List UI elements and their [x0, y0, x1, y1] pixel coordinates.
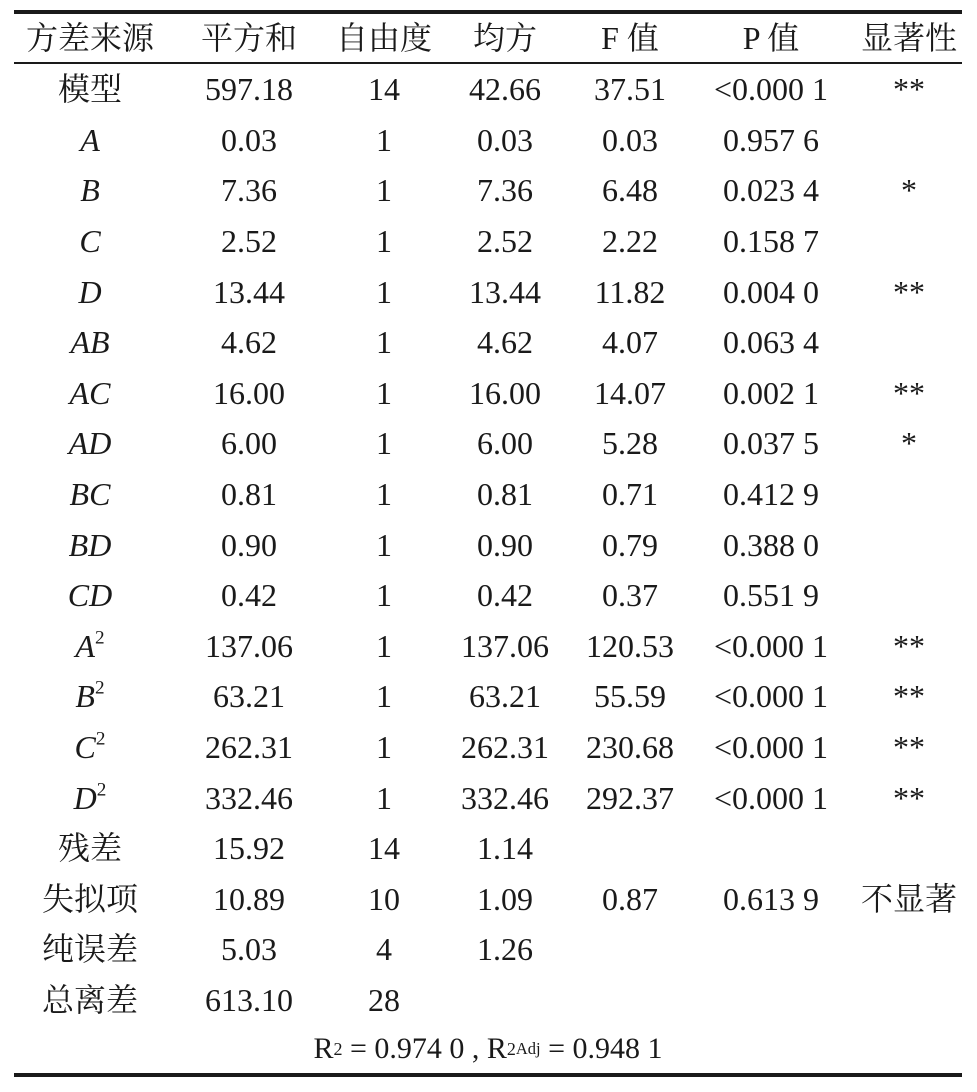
source-label: BD	[68, 526, 112, 563]
cell-source	[14, 931, 166, 968]
cell-mean-square: 6.00	[477, 425, 533, 462]
cell-sum-of-squares: 7.36	[221, 172, 277, 209]
cell-significance: 不显著	[860, 880, 957, 917]
cell-df: 4	[376, 931, 392, 968]
cell-sum-of-squares: 13.44	[213, 273, 285, 310]
cell-f-value: 120.53	[586, 627, 674, 664]
cell-f-value: 14.07	[594, 374, 666, 411]
anova-table	[14, 10, 962, 1077]
source-label: D	[73, 779, 97, 816]
cell-sum-of-squares: 332.46	[205, 779, 293, 816]
cell-df: 10	[368, 880, 400, 917]
header-mean-square: 均方	[472, 20, 537, 56]
cell-source	[14, 981, 166, 1018]
header-sum-of-squares: 平方和	[200, 20, 297, 56]
cell-mean-square: 13.44	[469, 273, 541, 310]
cell-sum-of-squares: 0.42	[221, 577, 277, 614]
cell-source	[14, 728, 166, 766]
source-label: C	[79, 223, 101, 260]
cell-sum-of-squares: 10.89	[213, 880, 285, 917]
cell-sum-of-squares: 2.52	[221, 223, 277, 260]
source-superscript: 2	[95, 728, 106, 750]
cell-df: 14	[368, 71, 400, 108]
r2-label: R	[313, 1032, 334, 1066]
cell-p-value: <0.000 1	[713, 71, 829, 108]
cell-mean-square: 7.36	[477, 172, 533, 209]
cell-source	[14, 121, 166, 158]
cell-source	[14, 425, 166, 462]
r2-value: = 0.974 0 ,	[342, 1032, 487, 1066]
cell-df: 1	[376, 779, 392, 816]
cell-mean-square: 137.06	[461, 627, 549, 664]
source-label: 纯误差	[41, 931, 138, 968]
cell-f-value: 37.51	[594, 71, 666, 108]
source-label: 总离差	[41, 981, 138, 1018]
table-row	[14, 519, 962, 570]
cell-source	[14, 374, 166, 411]
cell-mean-square: 1.09	[477, 880, 533, 917]
cell-source	[14, 627, 166, 664]
table-footnote: R 2 = 0.974 0 , R 2 Adj = 0.948 1	[313, 1032, 663, 1066]
cell-p-value: 0.613 9	[723, 880, 819, 917]
table-row	[14, 165, 962, 216]
cell-df: 1	[376, 273, 392, 310]
cell-sum-of-squares: 63.21	[213, 678, 285, 715]
table-row	[14, 64, 962, 115]
cell-p-value: 0.002 1	[723, 374, 819, 411]
cell-f-value: 5.28	[602, 425, 658, 462]
cell-source	[14, 273, 166, 310]
cell-f-value: 11.82	[594, 273, 666, 310]
cell-significance: **	[893, 273, 925, 310]
cell-source	[14, 223, 166, 260]
source-label: AC	[69, 374, 111, 411]
r2adj-label: R	[486, 1032, 507, 1066]
source-label: AB	[70, 324, 110, 361]
cell-f-value: 6.48	[602, 172, 658, 209]
cell-df: 1	[376, 223, 392, 260]
cell-significance: **	[893, 71, 925, 108]
cell-p-value: 0.957 6	[723, 121, 819, 158]
r2adj-value: = 0.948 1	[540, 1032, 663, 1066]
cell-df: 1	[376, 121, 392, 158]
cell-sum-of-squares: 5.03	[221, 931, 277, 968]
cell-df: 1	[376, 172, 392, 209]
table-header-row	[14, 14, 962, 62]
table-row	[14, 722, 962, 773]
table-bottom-rule	[14, 1073, 962, 1077]
table-row	[14, 874, 962, 925]
cell-sum-of-squares: 4.62	[221, 324, 277, 361]
cell-sum-of-squares: 262.31	[205, 729, 293, 766]
cell-mean-square: 1.14	[477, 830, 533, 867]
header-f-value: F 值	[601, 20, 659, 56]
cell-sum-of-squares: 137.06	[205, 627, 293, 664]
cell-mean-square: 1.26	[477, 931, 533, 968]
cell-df: 1	[376, 678, 392, 715]
table-row	[14, 570, 962, 621]
cell-sum-of-squares: 0.90	[221, 526, 277, 563]
cell-source	[14, 880, 166, 917]
source-label: 失拟项	[41, 880, 138, 917]
cell-df: 1	[376, 729, 392, 766]
source-label: B	[75, 678, 95, 715]
cell-significance: **	[893, 729, 925, 766]
cell-source	[14, 324, 166, 361]
cell-p-value: <0.000 1	[713, 627, 829, 664]
cell-mean-square: 262.31	[461, 729, 549, 766]
cell-p-value: 0.551 9	[723, 577, 819, 614]
cell-mean-square: 0.81	[477, 476, 533, 513]
cell-f-value: 55.59	[594, 678, 666, 715]
cell-p-value: <0.000 1	[713, 779, 829, 816]
cell-mean-square: 63.21	[469, 678, 541, 715]
cell-significance: **	[893, 627, 925, 664]
cell-f-value: 0.37	[602, 577, 658, 614]
cell-mean-square: 16.00	[469, 374, 541, 411]
source-label: AD	[68, 425, 112, 462]
cell-f-value: 0.71	[602, 476, 658, 513]
cell-p-value: 0.023 4	[723, 172, 819, 209]
cell-df: 1	[376, 374, 392, 411]
cell-df: 14	[368, 830, 400, 867]
cell-sum-of-squares: 16.00	[213, 374, 285, 411]
table-row	[14, 418, 962, 469]
table-row	[14, 317, 962, 368]
cell-p-value: 0.063 4	[723, 324, 819, 361]
table-row	[14, 266, 962, 317]
source-label: C	[74, 729, 96, 766]
cell-significance: *	[901, 172, 917, 209]
cell-significance: **	[893, 678, 925, 715]
source-label: 模型	[57, 71, 122, 108]
table-row	[14, 216, 962, 267]
header-p-value: P 值	[742, 20, 800, 56]
table-row	[14, 469, 962, 520]
cell-f-value: 0.03	[602, 121, 658, 158]
cell-significance: **	[893, 779, 925, 816]
source-superscript: 2	[94, 677, 105, 699]
cell-source	[14, 476, 166, 513]
cell-mean-square: 2.52	[477, 223, 533, 260]
header-degrees-of-freedom: 自由度	[335, 20, 432, 56]
cell-f-value: 0.79	[602, 526, 658, 563]
cell-p-value: 0.037 5	[723, 425, 819, 462]
cell-mean-square: 0.42	[477, 577, 533, 614]
cell-mean-square: 42.66	[469, 71, 541, 108]
cell-source	[14, 830, 166, 867]
cell-mean-square: 0.90	[477, 526, 533, 563]
header-source: 方差来源	[25, 20, 154, 56]
table-row	[14, 671, 962, 722]
cell-significance: *	[901, 425, 917, 462]
cell-p-value: <0.000 1	[713, 729, 829, 766]
cell-f-value: 230.68	[586, 729, 674, 766]
cell-sum-of-squares: 6.00	[221, 425, 277, 462]
cell-p-value: 0.412 9	[723, 476, 819, 513]
cell-source	[14, 172, 166, 209]
source-label: A	[80, 121, 100, 158]
source-superscript: 2	[96, 779, 107, 801]
cell-df: 28	[368, 981, 400, 1018]
source-label: CD	[67, 577, 113, 614]
cell-p-value: 0.388 0	[723, 526, 819, 563]
table-row	[14, 621, 962, 672]
cell-f-value: 292.37	[586, 779, 674, 816]
cell-source	[14, 526, 166, 563]
cell-mean-square: 4.62	[477, 324, 533, 361]
cell-df: 1	[376, 476, 392, 513]
table-body	[14, 64, 962, 1025]
source-label: A	[75, 627, 95, 664]
cell-df: 1	[376, 627, 392, 664]
cell-mean-square: 0.03	[477, 121, 533, 158]
cell-df: 1	[376, 526, 392, 563]
source-label: 残差	[57, 830, 122, 867]
cell-source	[14, 677, 166, 715]
source-label: D	[78, 273, 102, 310]
cell-p-value: 0.004 0	[723, 273, 819, 310]
cell-f-value: 0.87	[602, 880, 658, 917]
table-row	[14, 368, 962, 419]
cell-df: 1	[376, 425, 392, 462]
cell-source	[14, 779, 166, 816]
table-row	[14, 772, 962, 823]
table-row	[14, 823, 962, 874]
table-row	[14, 924, 962, 975]
cell-df: 1	[376, 577, 392, 614]
cell-df: 1	[376, 324, 392, 361]
header-significance: 显著性	[860, 20, 957, 56]
cell-f-value: 4.07	[602, 324, 658, 361]
cell-sum-of-squares: 613.10	[205, 981, 293, 1018]
cell-p-value: <0.000 1	[713, 678, 829, 715]
source-label: BC	[69, 476, 111, 513]
cell-p-value: 0.158 7	[723, 223, 819, 260]
cell-sum-of-squares: 597.18	[205, 71, 293, 108]
table-row	[14, 115, 962, 166]
source-superscript: 2	[94, 627, 105, 649]
cell-source	[14, 577, 166, 614]
cell-sum-of-squares: 15.92	[213, 830, 285, 867]
cell-sum-of-squares: 0.03	[221, 121, 277, 158]
cell-significance: **	[893, 374, 925, 411]
cell-source	[14, 71, 166, 108]
table-row	[14, 975, 962, 1026]
cell-mean-square: 332.46	[461, 779, 549, 816]
cell-sum-of-squares: 0.81	[221, 476, 277, 513]
source-label: B	[80, 172, 100, 209]
cell-f-value: 2.22	[602, 223, 658, 260]
